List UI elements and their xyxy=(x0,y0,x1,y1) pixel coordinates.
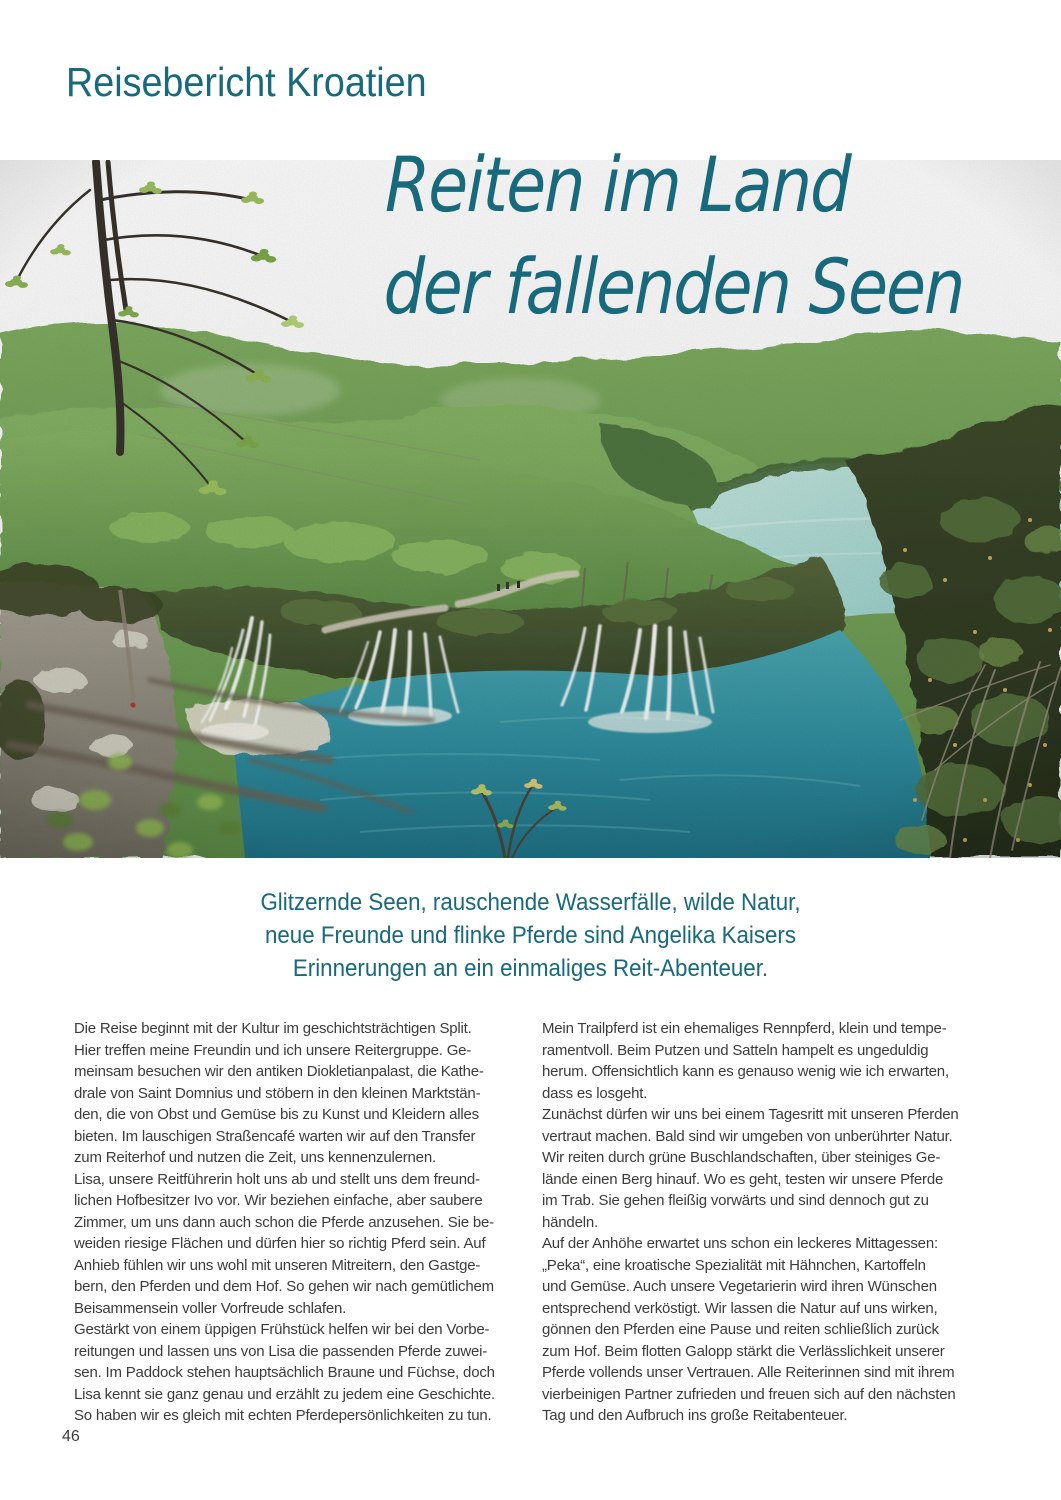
body-text-line: Gestärkt von einem üppigen Frühstück helfen wir bei den Vorbe- xyxy=(74,1321,490,1338)
body-text-line: zum Hof. Beim flotten Galopp stärkt die Verlässlichkeit unserer xyxy=(542,1342,945,1360)
body-text-line: weiden riesige Flächen und dürfen hier so richtig Pferd sein. Auf xyxy=(74,1235,486,1252)
body-text-line: vertraut machen. Bald sind wir umgeben von unberührter Natur. xyxy=(542,1127,953,1145)
body-text-line: entsprechend verköstigt. Wir lassen die Natur auf uns wirken, xyxy=(542,1299,938,1317)
body-text-line: So haben wir es gleich mit echten Pferdepersönlichkeiten zu tun. xyxy=(74,1407,492,1424)
kicker: Reisebericht Kroatien xyxy=(66,59,427,105)
body-text-line: lichen Hofbesitzer Ivo vor. Wir beziehen einfache, aber saubere xyxy=(74,1192,483,1209)
body-text-line: Pferde vollends unser Vertrauen. Alle Reiterinnen sind mit ihrem xyxy=(542,1364,955,1381)
body-text-line: herum. Offensichtlich kann es genauso wenig wie ich erwarten, xyxy=(542,1063,949,1080)
intro-line: Erinnerungen an ein einmaliges Reit-Abenteuer. xyxy=(292,955,769,982)
intro-standfirst xyxy=(37,886,1024,985)
body-text-line: händeln. xyxy=(542,1213,598,1231)
body-text-line: und Gemüse. Auch unsere Vegetarierin wird ihren Wünschen xyxy=(542,1278,937,1295)
body-text-line: Zunächst dürfen wir uns bei einem Tagesritt mit unseren Pferden xyxy=(542,1106,959,1123)
page-number: 46 xyxy=(62,1428,80,1445)
body-text-line: Anhieb fühlen wir uns wohl mit unseren Mitreitern, den Gastge- xyxy=(74,1256,481,1274)
body-text-line: ramentvoll. Beim Putzen und Satteln hampelt es ungeduldig xyxy=(542,1041,929,1059)
body-text-line: im Trab. Sie gehen fleißig vorwärts und sind dennoch gut zu xyxy=(542,1192,929,1209)
body-text-line: drale von Saint Domnius und stöbern in den kleinen Marktstän- xyxy=(74,1084,481,1102)
article-column-right xyxy=(542,1018,1002,1427)
body-text-line: sen. Im Paddock stehen hauptsächlich Braune und Füchse, doch xyxy=(74,1364,495,1381)
body-text-line: Mein Trailpferd ist ein ehemaliges Rennpferd, klein und tempe- xyxy=(542,1020,947,1037)
body-text-line: bieten. Im lauschigen Straßencafé warten wir auf den Transfer xyxy=(74,1127,476,1145)
article-column-left xyxy=(74,1018,526,1427)
body-text-line: den, die von Obst und Gemüse bis zu Kunst und Kleidern alles xyxy=(74,1106,479,1123)
body-text-line: dass es losgeht. xyxy=(542,1084,648,1102)
body-text-line: meinsam besuchen wir den antiken Diokletianpalast, die Kathe- xyxy=(74,1063,484,1080)
article-title xyxy=(383,134,966,338)
body-text-line: bern, den Pferden und dem Hof. So gehen wir nach gemütlichem xyxy=(74,1278,494,1295)
body-text-line: Zimmer, um uns dann auch schon die Pferde anzusehen. Sie be- xyxy=(74,1213,494,1231)
body-text-line: Tag und den Aufbruch ins große Reitabenteuer. xyxy=(542,1407,848,1424)
title-line-2: der fallenden Seen xyxy=(383,242,965,331)
body-text-line: Die Reise beginnt mit der Kultur im geschichtsträchtigen Split. xyxy=(74,1020,472,1037)
body-text-line: Hier treffen meine Freundin und ich unsere Reitergruppe. Ge- xyxy=(74,1041,472,1059)
body-text-line: zum Reiterhof und nutzen die Zeit, uns kennenzulernen. xyxy=(74,1149,436,1166)
title-line-1: Reiten im Land xyxy=(384,140,851,229)
intro-line: Glitzernde Seen, rauschende Wasserfälle, wilde Natur, xyxy=(260,889,801,916)
body-text-line: lände einen Berg hinauf. Wo es geht, testen wir unsere Pferde xyxy=(542,1170,944,1188)
body-text-line: „Peka“, eine kroatische Spezialität mit Hähnchen, Kartoffeln xyxy=(542,1256,926,1274)
body-text-line: Beisammensein voller Vorfreude schlafen. xyxy=(74,1299,347,1317)
body-text-line: Lisa kennt sie ganz genau und erzählt zu jedem eine Geschichte. xyxy=(74,1385,496,1403)
body-text-line: Wir reiten durch grüne Buschlandschaften, über steiniges Ge- xyxy=(542,1149,941,1166)
intro-line: neue Freunde und flinke Pferde sind Angelika Kaisers xyxy=(264,922,797,949)
body-text-line: Auf der Anhöhe erwartet uns schon ein leckeres Mittagessen: xyxy=(542,1235,938,1252)
body-text-line: reitungen und lassen uns von Lisa die passenden Pferde zuwei- xyxy=(74,1342,488,1360)
body-text-line: gönnen den Pferden eine Pause und reiten schließlich zurück xyxy=(542,1321,939,1338)
body-text-line: Lisa, unsere Reitführerin holt uns ab und stellt uns dem freund- xyxy=(74,1170,480,1188)
body-text-line: vierbeinigen Partner zufrieden und freuen sich auf den nächsten xyxy=(542,1385,956,1403)
